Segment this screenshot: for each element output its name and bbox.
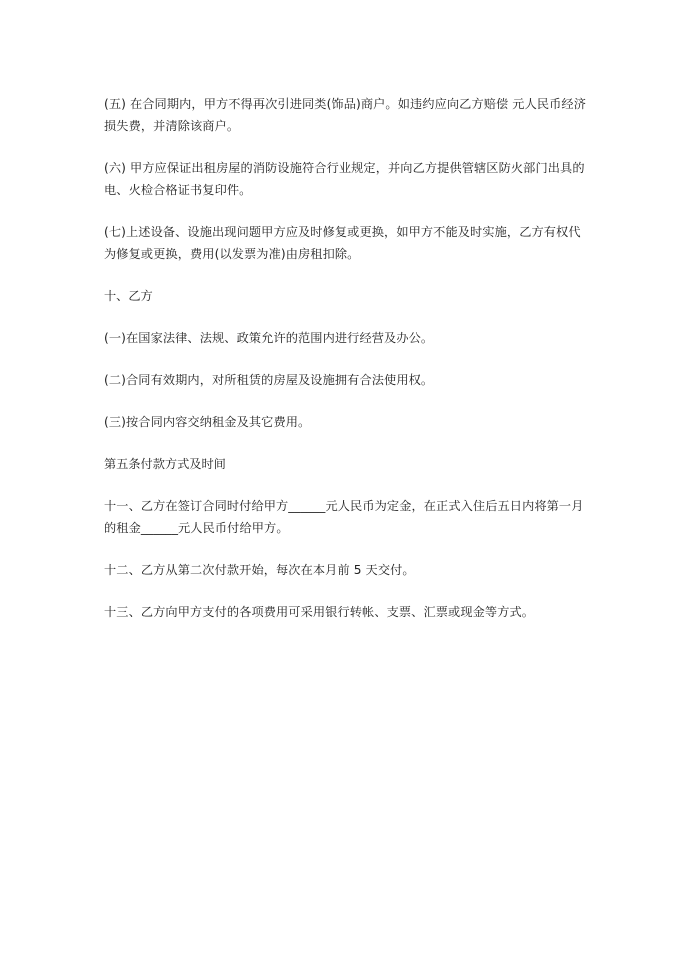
document-body bbox=[104, 93, 586, 643]
party-b-item-2: (二)合同有效期内，对所租赁的房屋及设施拥有合法使用权。 bbox=[104, 373, 434, 387]
section-13-paragraph: 十三、乙方向甲方支付的各项费用可采用银行转帐、支票、汇票或现金等方式。 bbox=[104, 605, 535, 619]
party-b-item-3: (三)按合同内容交纳租金及其它费用。 bbox=[104, 415, 311, 429]
section-10-heading: 十、乙方 bbox=[104, 289, 153, 303]
clause-6-paragraph: (六) 甲方应保证出租房屋的消防设施符合行业规定，并向乙方提供管辖区防火部门出具的电、火检合格证书复印件。 bbox=[104, 161, 585, 197]
section-12-paragraph: 十二、乙方从第二次付款开始，每次在本月前 5 天交付。 bbox=[104, 563, 415, 577]
clause-7-paragraph: (七)上述设备、设施出现问题甲方应及时修复或更换，如甲方不能及时实施，乙方有权代为修复或更换，费用(以发票为准)由房租扣除。 bbox=[104, 225, 581, 261]
article-5-heading: 第五条付款方式及时间 bbox=[104, 457, 226, 471]
section-11-paragraph: 十一、乙方在签订合同时付给甲方______元人民币为定金，在正式入住后五日内将第一月的租金______元人民币付给甲方。 bbox=[104, 499, 584, 535]
party-b-item-1: (一)在国家法律、法规、政策允许的范围内进行经营及办公。 bbox=[104, 331, 434, 345]
clause-5-paragraph: (五) 在合同期内，甲方不得再次引进同类(饰品)商户。如违约应向乙方赔偿 元人民币经济损失费，并清除该商户。 bbox=[104, 97, 587, 133]
